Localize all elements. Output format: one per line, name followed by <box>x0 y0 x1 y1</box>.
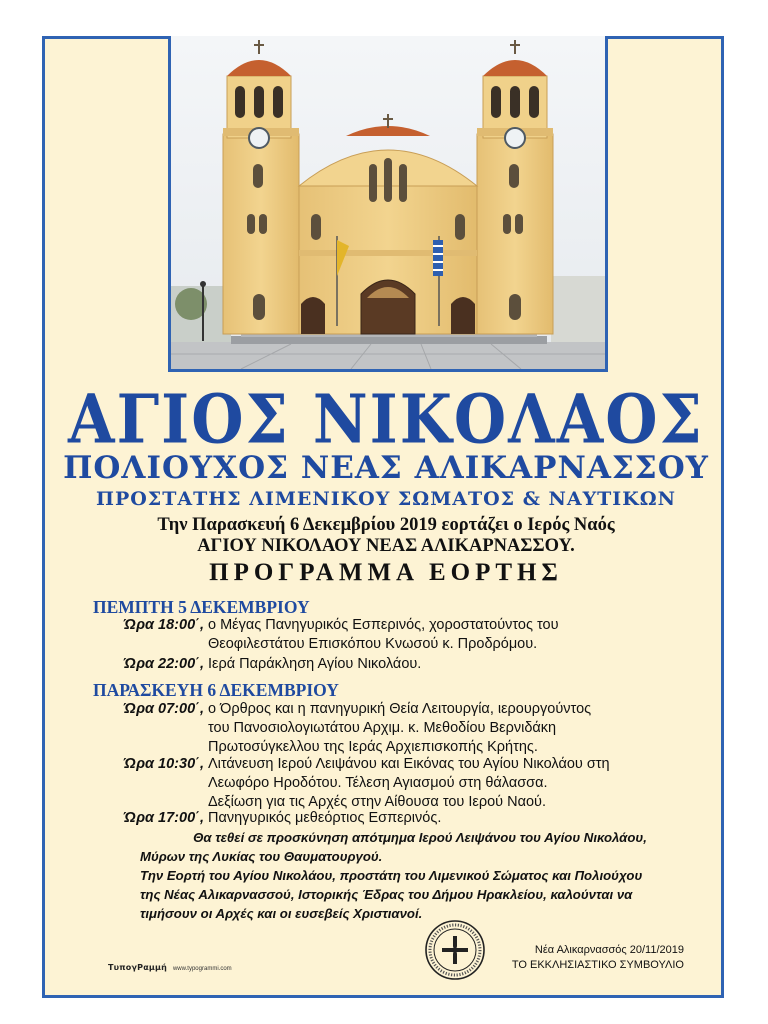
event-row <box>111 655 711 674</box>
church-seal <box>424 919 486 981</box>
event-text <box>204 655 708 674</box>
signature-block <box>500 943 684 973</box>
event-line: Θεοφιλεστάτου Επισκόπου Κνωσού κ. Προδρόμου. <box>208 636 538 652</box>
event-row <box>111 755 711 812</box>
printer-brand: ΤυπογΡαμμή <box>108 963 167 972</box>
event-text <box>204 809 708 828</box>
event-time: Ώρα 22:00΄, <box>123 656 204 672</box>
note-line: Την Εορτή του Αγίου Νικολάου, προστάτη του Λιμενικού Σώματος και Πολιούχου <box>140 868 643 883</box>
printer-credit <box>108 963 232 972</box>
event-time: Ώρα 10:30΄, <box>123 756 204 772</box>
intro-line-1: Την Παρασκευή 6 Δεκεμβρίου 2019 εορτάζει ο Ιερός Ναός <box>157 515 615 535</box>
day-title-thursday: ΠΕΜΠΤΗ 5 ΔΕΚΕΜΒΡΙΟΥ <box>93 597 310 617</box>
event-row <box>111 700 711 757</box>
printer-url: www.typogrammi.com <box>172 966 232 972</box>
event-text <box>204 616 708 654</box>
relic-note <box>140 828 700 866</box>
signature: ΤΟ ΕΚΚΛΗΣΙΑΣΤΙΚΟ ΣΥΜΒΟΥΛΙΟ <box>511 959 684 971</box>
event-row <box>111 809 711 828</box>
invitation-note <box>140 866 700 923</box>
event-line: Πρωτοσύγκελλου της Ιεράς Αρχιεπισκοπής Κρήτης. <box>208 739 538 755</box>
date-line: Νέα Αλικαρνασσός 20/11/2019 <box>534 944 684 956</box>
event-line: Πανηγυρικός μεθεόρτιος Εσπερινός. <box>208 810 442 826</box>
program-heading: ΠΡΟΓΡΑΜΜΑ ΕΟΡΤΗΣ <box>209 559 563 586</box>
event-line: Ιερά Παράκληση Αγίου Νικολάου. <box>208 656 422 672</box>
event-line: Λεωφόρο Ηροδότου. Τέλεση Αγιασμού στη θάλασσα. <box>208 775 548 791</box>
event-time: Ώρα 18:00΄, <box>123 617 204 633</box>
church-photo <box>171 36 605 369</box>
title-main: ΑΓΙΟΣ ΝΙΚΟΛΑΟΣ <box>68 380 704 460</box>
event-line: Λιτάνευση Ιερού Λειψάνου και Εικόνας του Αγίου Νικολάου στη <box>208 756 610 772</box>
day-title-friday: ΠΑΡΑΣΚΕΥΗ 6 ΔΕΚΕΜΒΡΙΟΥ <box>93 680 339 700</box>
event-line: ο Μέγας Πανηγυρικός Εσπερινός, χοροστατούντος του <box>208 617 559 633</box>
photo-frame <box>168 36 608 372</box>
intro <box>45 515 727 557</box>
event-time: Ώρα 17:00΄, <box>123 810 204 826</box>
event-time: Ώρα 07:00΄, <box>123 701 204 717</box>
intro-line-2: ΑΓΙΟΥ ΝΙΚΟΛΑΟΥ ΝΕΑΣ ΑΛΙΚΑΡΝΑΣΣΟΥ. <box>197 536 575 556</box>
poster <box>42 36 724 998</box>
event-text <box>204 700 708 757</box>
title-sub: ΠΟΛΙΟΥΧΟΣ ΝΕΑΣ ΑΛΙΚΑΡΝΑΣΣΟΥ <box>63 450 709 486</box>
note-line: τιμήσουν οι Αρχές και οι ευσεβείς Χριστιανοί. <box>140 906 423 921</box>
note-line: Μύρων της Λυκίας του Θαυματουργού. <box>140 849 383 864</box>
event-line: Δεξίωση για τις Αρχές στην Αίθουσα του Ιερού Ναού. <box>208 794 547 810</box>
event-text <box>204 755 708 812</box>
event-line: του Πανοσιολογιωτάτου Αρχιμ. κ. Μεθοδίου Βερνιδάκη <box>208 720 557 736</box>
note-line: Θα τεθεί σε προσκύνηση απότμημα Ιερού Λειψάνου του Αγίου Νικολάου, <box>193 830 647 845</box>
event-line: ο Όρθρος και η πανηγυρική Θεία Λειτουργία, ιερουργούντος <box>208 701 592 717</box>
note-line: της Νέας Αλικαρνασσού, Ιστορικής Έδρας του Δήμου Ηρακλείου, καλούνται να <box>140 887 633 902</box>
event-row <box>111 616 711 654</box>
title-sub2: ΠΡΟΣΤΑΤΗΣ ΛΙΜΕΝΙΚΟΥ ΣΩΜΑΤΟΣ & ΝΑΥΤΙΚΩΝ <box>96 488 676 510</box>
